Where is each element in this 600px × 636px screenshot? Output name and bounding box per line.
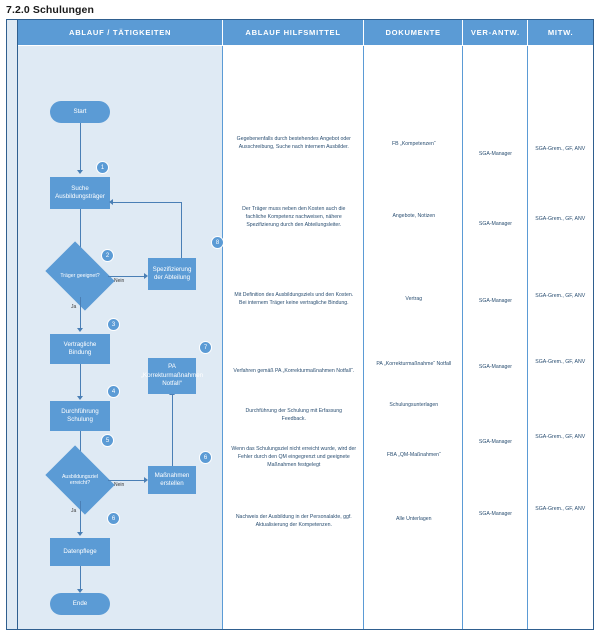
header-verantwortlich: VER-ANTW. <box>463 20 528 45</box>
connector-8-to-1-vertical <box>181 202 182 247</box>
header-mitwirkend: MITW. <box>547 28 574 37</box>
hilfsmittel-text-3: Mit Definition des Ausbildungsziels und den Kosten. Bei internem Träger keine vertragliche Bindung. <box>234 292 354 306</box>
dokument-text-1: FB „Kompetenzen“ <box>392 141 436 147</box>
connector-start-to-1 <box>80 123 81 171</box>
flow-node-start[interactable]: Start <box>50 101 110 123</box>
connector-massnahmen-to-pa <box>172 394 173 466</box>
verantwortlich-text-6: SGA-Manager <box>478 511 513 517</box>
flow-node-datenpflege[interactable]: Datenpflege <box>50 538 110 566</box>
arrowhead-2-to-3 <box>77 328 83 332</box>
flow-node-vertragliche-bindung[interactable]: Vertragliche Bindung <box>50 334 110 364</box>
step-badge-6-massnahmen: 6 <box>199 451 212 464</box>
phase-band <box>7 20 18 629</box>
flowchart-lane <box>18 46 223 629</box>
dokument-text-5: Schulungsunterlagen <box>389 402 439 408</box>
connector-2-to-8 <box>108 276 145 277</box>
step-badge-2: 2 <box>101 249 114 262</box>
dokument-text-3: Vertrag <box>405 296 423 302</box>
arrowhead-8-to-1 <box>109 199 113 205</box>
flow-decision-2-label: Träger geeignet? <box>60 272 100 279</box>
mitwirkend-text-5: SGA-Grem., GF, ANV <box>535 434 586 440</box>
flow-decision-5-label: Ausbildungsziel erreicht? <box>61 473 99 486</box>
hilfsmittel-lane <box>223 46 364 629</box>
connector-2-to-3 <box>80 297 81 329</box>
mitwirkend-text-1: SGA-Grem., GF, ANV <box>535 146 586 152</box>
diagram-body <box>18 46 593 629</box>
step-badge-5: 5 <box>101 434 114 447</box>
edge-label-ja-2: Ja <box>71 508 77 514</box>
connector-5-to-massnahmen <box>108 480 145 481</box>
header-dokumente: DOKUMENTE <box>364 20 464 45</box>
verantwortlich-text-1: SGA-Manager <box>478 151 513 157</box>
mitwirkend-text-3: SGA-Grem., GF, ANV <box>535 293 586 299</box>
step-badge-7: 7 <box>199 341 212 354</box>
connector-datenpflege-to-ende <box>80 566 81 590</box>
flow-node-spezifizierung-abteilung[interactable]: Spezifizierung der Abteilung <box>148 258 196 290</box>
flow-decision-ausbildungsziel-erreicht[interactable] <box>52 459 108 501</box>
edge-label-nein-1: Nein <box>114 278 125 284</box>
step-badge-6: 6 <box>107 512 120 525</box>
dokument-text-2: Angebote, Notizen <box>392 213 436 219</box>
connector-5-to-datenpflege <box>80 501 81 533</box>
hilfsmittel-text-5: Durchführung der Schulung mit Erfassung Feedback. <box>245 408 343 422</box>
flow-node-pa-korrekturmassnahmen[interactable]: PA „Korrekturmaßnahmen Notfall“ <box>148 358 196 394</box>
mitwirkend-text-6: SGA-Grem., GF, ANV <box>535 506 586 512</box>
dokumente-lane <box>364 46 464 629</box>
header-ablauf-taetigkeiten: ABLAUF / TÄTIGKEITEN <box>18 20 223 45</box>
connector-8-up <box>181 246 182 258</box>
dokument-text-6: FBA „QM-Maßnahmen“ <box>386 452 441 458</box>
arrowhead-3-to-4 <box>77 396 83 400</box>
verantwortlich-text-5: SGA-Manager <box>478 439 513 445</box>
step-badge-8: 8 <box>211 236 224 249</box>
hilfsmittel-text-7: Nachweis der Ausbildung in der Personalakte, ggf. Aktualisierung der Kompetenzen. <box>235 514 352 528</box>
flow-node-ende[interactable]: Ende <box>50 593 110 615</box>
diagram-frame <box>6 19 594 630</box>
verantwortlich-lane <box>463 46 528 629</box>
page-title: 7.2.0 Schulungen <box>6 4 94 16</box>
hilfsmittel-text-2: Der Träger muss neben den Kosten auch die fachliche Kompetenz nachweisen, nähere Spezifizierung durch den Abteilungsleiter. <box>242 206 346 228</box>
step-badge-4: 4 <box>107 385 120 398</box>
header-ablauf-hilfsmittel: ABLAUF HILFSMITTEL <box>223 20 364 45</box>
flow-node-durchfuehrung-schulung[interactable]: Durchführung Schulung <box>50 401 110 431</box>
hilfsmittel-text-1: Gegebenenfalls durch bestehendes Angebot oder Ausschreibung, Suche nach internem Ausbilder. <box>236 136 351 150</box>
dokument-text-7: Alle Unterlagen <box>396 516 432 522</box>
hilfsmittel-text-6: Wenn das Schulungsziel nicht erreicht wurde, wird der Fehler durch den QM eingegrenzt und geeignete Maßnahmen festgelegt <box>231 446 357 468</box>
step-badge-3: 3 <box>107 318 120 331</box>
flow-node-suche-ausbildungstraeger[interactable]: Suche Ausbildungsträger <box>50 177 110 209</box>
hilfsmittel-text-4: Verfahren gemäß PA „Korrekturmaßnahmen Notfall“. <box>233 368 355 374</box>
flow-node-massnahmen-erstellen[interactable]: Maßnahmen erstellen <box>148 466 196 494</box>
mitwirkend-text-4: SGA-Grem., GF, ANV <box>535 359 586 365</box>
flow-decision-traeger-geeignet[interactable] <box>52 255 108 297</box>
verantwortlich-text-3: SGA-Manager <box>478 298 513 304</box>
verantwortlich-text-2: SGA-Manager <box>478 221 513 227</box>
mitwirkend-text-2: SGA-Grem., GF, ANV <box>535 216 586 222</box>
arrowhead-5-to-datenpflege <box>77 532 83 536</box>
edge-label-ja-1: Ja <box>71 304 77 310</box>
arrowhead-start-to-1 <box>77 170 83 174</box>
connector-3-to-4 <box>80 364 81 397</box>
mitwirkend-lane <box>528 46 593 629</box>
edge-label-nein-2: Nein <box>114 482 125 488</box>
step-badge-1: 1 <box>96 161 109 174</box>
column-headers <box>18 20 593 46</box>
dokument-text-4: PA „Korrekturmaßnahme“ Notfall <box>376 361 452 367</box>
verantwortlich-text-4: SGA-Manager <box>478 364 513 370</box>
connector-8-to-1-horizontal <box>111 202 182 203</box>
